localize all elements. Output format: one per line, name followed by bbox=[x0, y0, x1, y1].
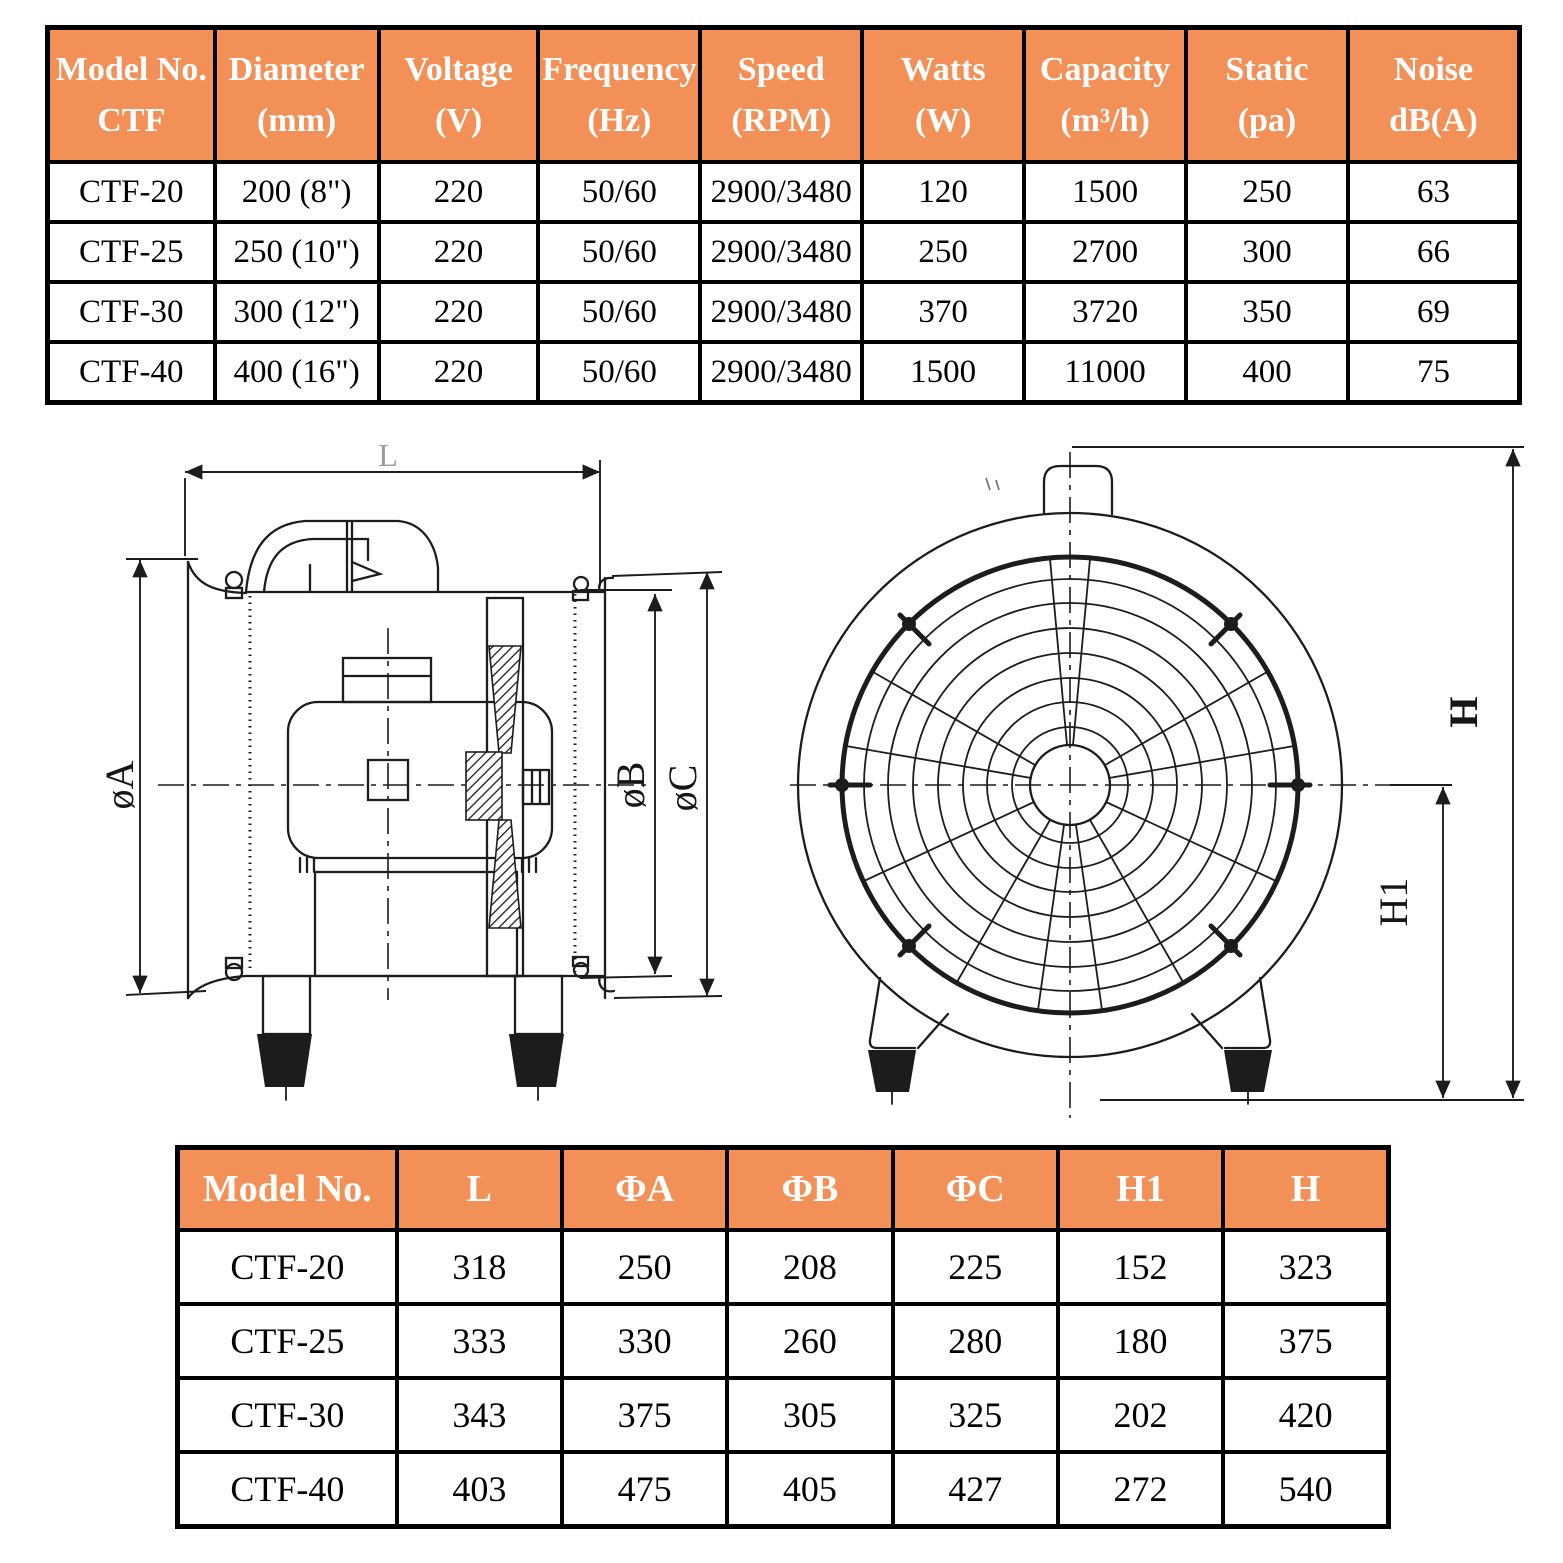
front-view-drawing bbox=[790, 447, 1524, 1118]
technical-drawings bbox=[0, 430, 1563, 1135]
spec-header-noise: Noise dB(A) bbox=[1348, 28, 1520, 163]
dim-header-H1: H1 bbox=[1058, 1148, 1223, 1231]
dimension-table bbox=[175, 1145, 1391, 1529]
spec-header-static: Static (pa) bbox=[1186, 28, 1348, 163]
front-dim-label-H1: H1 bbox=[1371, 877, 1416, 927]
side-dim-label-phiA: øA bbox=[97, 760, 142, 810]
handle-stub bbox=[1044, 466, 1112, 514]
spec-header-diameter: Diameter (mm) bbox=[215, 28, 379, 163]
side-view-feet bbox=[257, 976, 564, 1100]
spec-row-ctf25: CTF-25 250 (10") 220 50/60 2900/3480 250 2700 300 66 bbox=[48, 222, 1520, 282]
spec-header-model: Model No. CTF bbox=[48, 28, 215, 163]
side-dim-label-phiC: øC bbox=[660, 764, 705, 812]
dim-header-row bbox=[178, 1148, 1389, 1231]
side-view-drawing bbox=[97, 437, 722, 1100]
spec-header-frequency: Frequency (Hz) bbox=[538, 28, 700, 163]
impeller-blade bbox=[466, 598, 549, 976]
spec-row-ctf20: CTF-20 200 (8") 220 50/60 2900/3480 120 1500 250 63 bbox=[48, 162, 1520, 222]
dim-header-L: L bbox=[397, 1148, 562, 1231]
dim-header-H: H bbox=[1223, 1148, 1388, 1231]
dim-header-model: Model No. bbox=[178, 1148, 397, 1231]
spec-row-ctf30: CTF-30 300 (12") 220 50/60 2900/3480 370 3720 350 69 bbox=[48, 282, 1520, 342]
dim-row-ctf30: CTF-30 343 375 305 325 202 420 bbox=[178, 1378, 1389, 1452]
front-dim-label-H: H bbox=[1441, 696, 1486, 728]
dim-row-ctf40: CTF-40 403 475 405 427 272 540 bbox=[178, 1452, 1389, 1527]
carry-handle bbox=[246, 521, 438, 592]
dim-header-phiA: ΦA bbox=[562, 1148, 727, 1231]
side-dim-label-phiB: øB bbox=[608, 761, 653, 809]
spec-header-voltage: Voltage (V) bbox=[379, 28, 539, 163]
spec-row-ctf40: CTF-40 400 (16") 220 50/60 2900/3480 1500 11000 400 75 bbox=[48, 342, 1520, 403]
spec-header-watts: Watts (W) bbox=[862, 28, 1024, 163]
spec-table bbox=[45, 25, 1522, 405]
dim-header-phiC: ΦC bbox=[893, 1148, 1058, 1231]
dim-row-ctf25: CTF-25 333 330 260 280 180 375 bbox=[178, 1304, 1389, 1378]
dim-row-ctf20: CTF-20 318 250 208 225 152 323 bbox=[178, 1230, 1389, 1304]
spec-header-speed: Speed (RPM) bbox=[700, 28, 862, 163]
dim-header-phiB: ΦB bbox=[727, 1148, 892, 1231]
spec-header-capacity: Capacity (m³/h) bbox=[1024, 28, 1186, 163]
spec-header-row bbox=[48, 28, 1520, 163]
side-dim-label-length: L bbox=[378, 437, 398, 473]
flange-bolt-icon bbox=[226, 572, 242, 588]
